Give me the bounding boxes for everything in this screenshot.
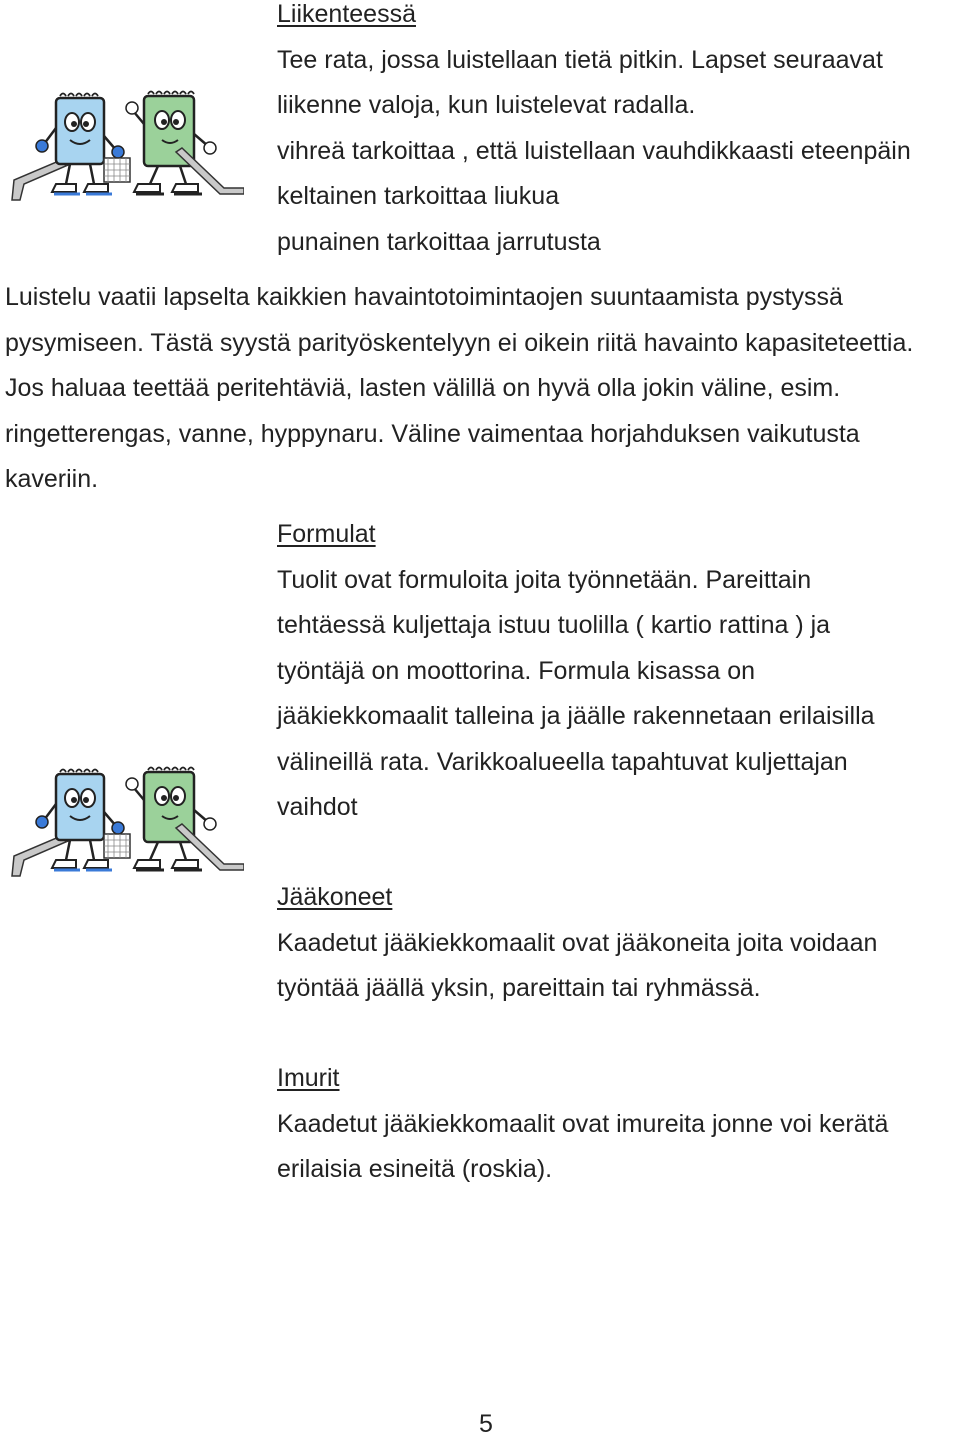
text-line: vaihdot: [277, 793, 358, 821]
text-line: jääkiekkomaalit talleina ja jäälle rakennetaan erilaisilla: [277, 702, 875, 730]
text-line: työntää jäällä yksin, pareittain tai ryhmässä.: [277, 974, 761, 1002]
text-line: liikenne valoja, kun luistelevat radalla.: [277, 91, 696, 119]
text-line: keltainen tarkoittaa liukua: [277, 182, 560, 210]
text-line: Tee rata, jossa luistellaan tietä pitkin. Lapset seuraavat: [277, 45, 883, 74]
text-line: vihreä tarkoittaa , että luistellaan vauhdikkaasti eteenpäin: [277, 136, 911, 165]
section-heading: Formulat: [277, 520, 376, 548]
text-line: pysymiseen. Tästä syystä parityöskentelyyn ei oikein riitä havainto kapasiteteettia.: [5, 328, 914, 357]
text-line: ringetterengas, vanne, hyppynaru. Väline vaimentaa horjahduksen vaikutusta: [5, 419, 860, 448]
section-liikenteessa: [277, 0, 957, 265]
text-line: välineillä rata. Varikkoalueella tapahtuvat kuljettajan: [277, 747, 848, 776]
section-heading: Jääkoneet: [277, 883, 393, 911]
page-number: 5: [479, 1410, 493, 1438]
section-formulat: [277, 512, 957, 831]
section-heading: Liikenteessä: [277, 0, 416, 28]
text-line: Kaadetut jääkiekkomaalit ovat imureita jonne voi kerätä: [277, 1109, 889, 1138]
text-line: Luistelu vaatii lapselta kaikkien havaintotoimintaojen suuntaamista pystyssä: [5, 283, 843, 311]
text-line: Jos haluaa teettää peritehtäviä, lasten välillä on hyvä olla jokin väline, esim.: [5, 374, 841, 402]
text-line: punainen tarkoittaa jarrutusta: [277, 227, 601, 256]
body-paragraph: [5, 275, 960, 503]
text-line: Kaadetut jääkiekkomaalit ovat jääkoneita joita voidaan: [277, 928, 878, 957]
section-imurit: [277, 1056, 957, 1193]
section-jaakoneet: [277, 875, 957, 1012]
section-heading: Imurit: [277, 1064, 340, 1092]
text-line: työntäjä on moottorina. Formula kisassa on: [277, 656, 756, 685]
hockey-notebook-mascots-icon: [4, 88, 244, 206]
text-line: Tuolit ovat formuloita joita työnnetään. Pareittain: [277, 565, 812, 594]
text-line: kaveriin.: [5, 465, 99, 493]
hockey-notebook-mascots-icon: [4, 764, 244, 882]
text-line: tehtäessä kuljettaja istuu tuolilla ( kartio rattina ) ja: [277, 611, 831, 639]
text-line: erilaisia esineitä (roskia).: [277, 1155, 553, 1183]
